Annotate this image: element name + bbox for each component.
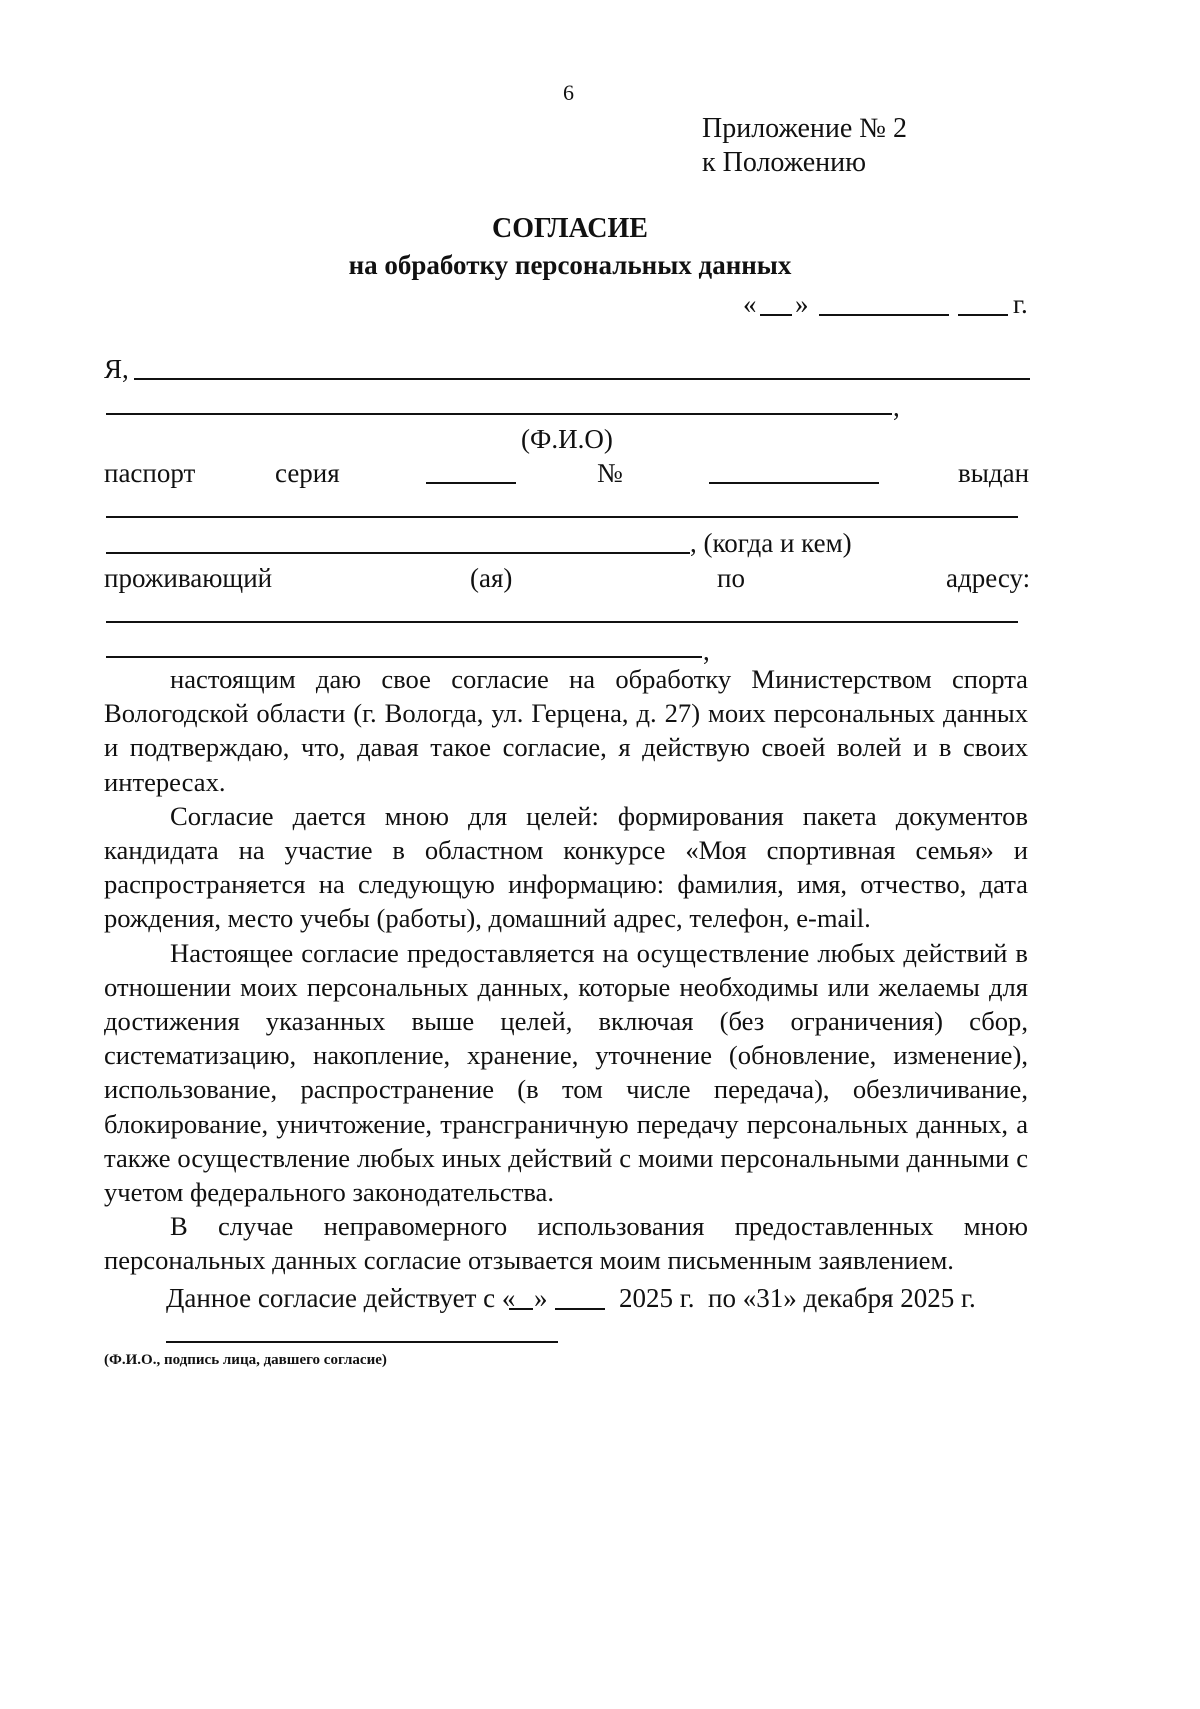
when-by-whom-caption: , (когда и кем) (690, 528, 852, 558)
validity-prefix: Данное согласие действует с « (166, 1283, 516, 1313)
issued-blank-2[interactable] (106, 552, 690, 554)
i-label: Я, (104, 354, 129, 384)
date-year-blank[interactable] (958, 314, 1008, 316)
fio-caption: (Ф.И.О) (521, 424, 613, 454)
po-label: по (717, 563, 745, 593)
document-subtitle: на обработку персональных данных (348, 250, 792, 280)
validity-month-blank[interactable] (555, 1308, 605, 1310)
fio-comma: , (893, 392, 900, 422)
validity-until: по «31» декабря 2025 г. (708, 1283, 976, 1313)
aya-label: (ая) (470, 563, 513, 593)
fio-blank-1[interactable] (134, 378, 1030, 380)
residing-label: проживающий (104, 563, 273, 593)
number-label: № (597, 458, 623, 488)
address-comma: , (703, 636, 710, 666)
paragraph-purpose: Согласие дается мною для целей: формирования пакета документов кандидата на участие в областном конкурсе «Моя спортивная семья» и распространяется на следующую информацию: фамилия, имя, отчество, дата рождения, место учебы (работы), домашний адрес, телефон, e-mail. (104, 800, 1028, 934)
date-month-blank[interactable] (819, 314, 949, 316)
paragraph-withdrawal: В случае неправомерного использования предоставленных мною персональных данных согласие отзывается моим письменным заявлением. (104, 1211, 1028, 1276)
paragraph-actions: Настоящее согласие предоставляется на осуществление любых действий в отношении моих персональных данных, которые необходимы или желаемы для достижения указанных выше целей, включая (без ограничения) сбор, систематизацию, накопление, хранение, уточнение (обновление, изменение), использование, распространение (в том числе передача), обезличивание, блокирование, уничтожение, трансграничную передачу персональных данных, а также осуществление любых иных действий с моими персональными данными с учетом федерального законодательства. (104, 937, 1028, 1208)
page-number: 6 (563, 80, 574, 105)
date-quote-open: « (743, 289, 757, 319)
passport-number-blank[interactable] (709, 482, 879, 484)
passport-label: паспорт (104, 458, 196, 488)
signature-blank[interactable] (166, 1341, 558, 1343)
validity-quote-close: » (534, 1283, 548, 1313)
consent-body (104, 662, 1028, 1278)
signature-caption: (Ф.И.О., подпись лица, давшего согласие) (104, 1352, 387, 1368)
fio-blank-2[interactable] (106, 413, 892, 415)
address-label: адресу: (946, 563, 1031, 593)
issued-blank-1[interactable] (106, 516, 1018, 518)
address-blank-2[interactable] (106, 656, 702, 658)
date-day-blank[interactable] (760, 314, 792, 316)
validity-day-blank[interactable] (509, 1308, 533, 1310)
appendix-line-1: Приложение № 2 (702, 113, 907, 144)
paragraph-consent: настоящим даю свое согласие на обработку Министерством спорта Вологодской области (г. Вологда, ул. Герцена, д. 27) моих персональных данных и подтверждаю, что, давая такое согласие, я действую своей волей и в своих интересах. (104, 664, 1028, 797)
document-title: СОГЛАСИЕ (492, 213, 648, 244)
issued-label: выдан (958, 458, 1030, 488)
address-blank-1[interactable] (106, 621, 1018, 623)
series-label: серия (275, 458, 340, 488)
appendix-line-2: к Положению (702, 147, 867, 178)
date-year-suffix: г. (1013, 289, 1028, 319)
validity-year: 2025 г. (619, 1283, 695, 1313)
date-quote-close: » (795, 289, 809, 319)
passport-series-blank[interactable] (426, 482, 516, 484)
